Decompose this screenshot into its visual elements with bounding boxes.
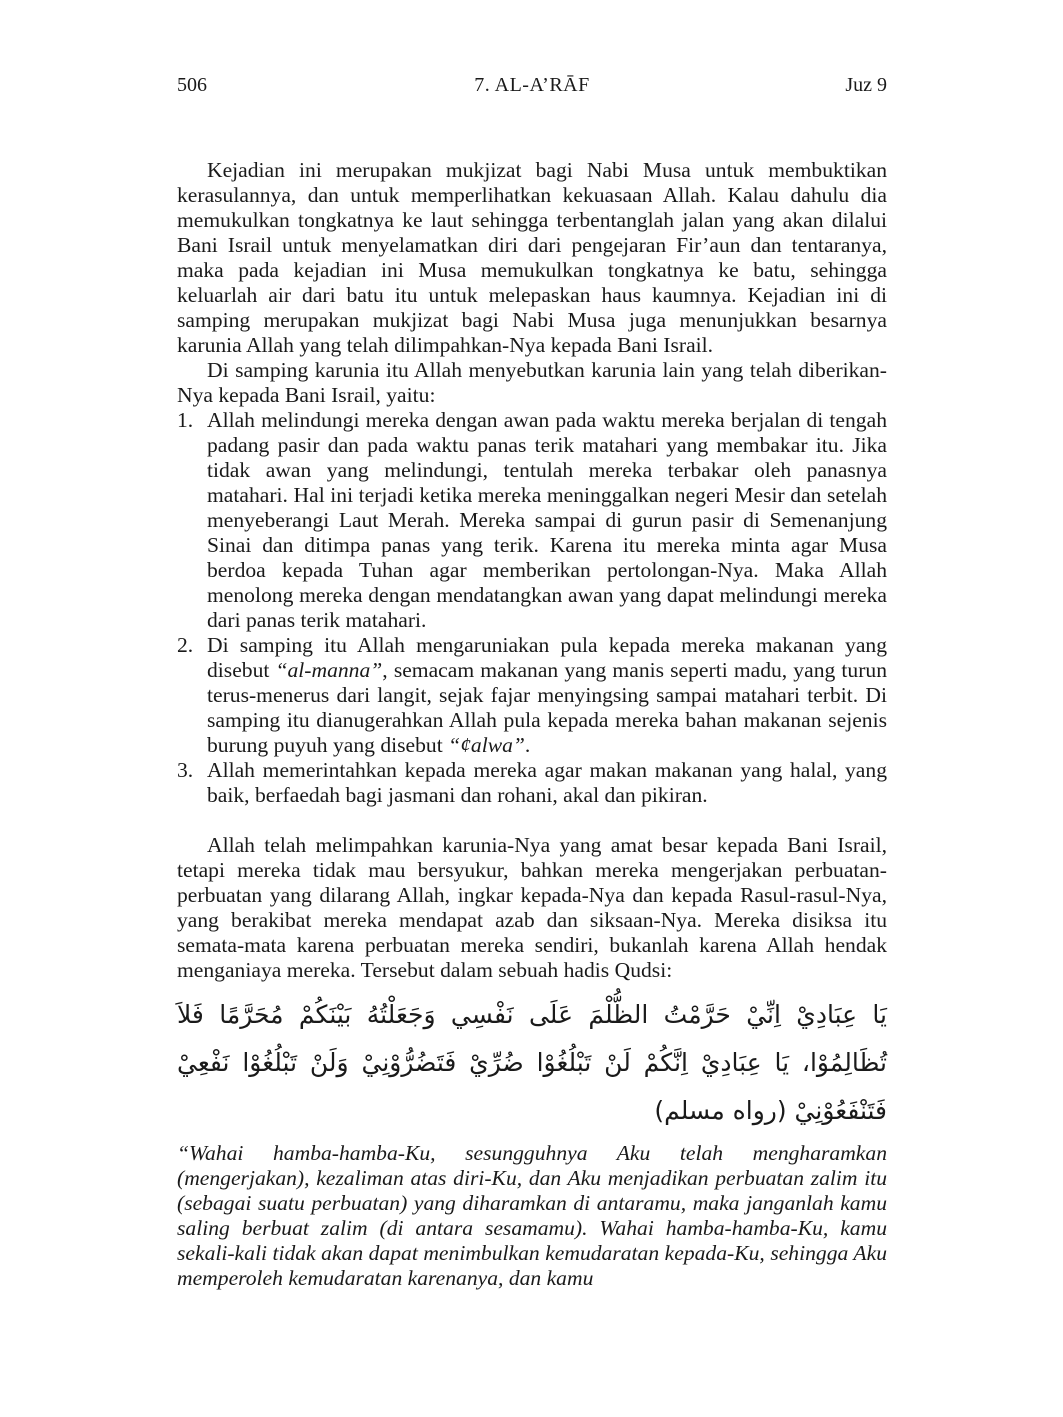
- list-item-text: Allah melindungi mereka dengan awan pada waktu mereka berjalan di tengah padang pasir dan pada waktu panas terik matahari yang membakar itu. Jika tidak awan yang melindungi, tentulah mereka terbakar oleh panasnya matahari. Hal ini terjadi ketika mereka meninggalkan negeri Mesir dan setelah menyeberangi Laut Merah. Mereka sampai di gurun pasir di Semenanjung Sinai dan ditimpa panas yang terik. Karena itu mereka minta agar Musa berdoa kepada Tuhan agar memberikan pertolongan-Nya. Maka Allah menolong mereka dengan mendatangkan awan yang dapat melindungi mereka dari panas terik matahari.: [207, 408, 887, 632]
- list-number: 3.: [177, 758, 194, 782]
- term-al-manna: “al-manna”: [275, 658, 383, 682]
- page-number: 506: [177, 74, 207, 96]
- body-text: [177, 158, 887, 1291]
- list-item-text: Allah memerintahkan kepada mereka agar makan makanan yang halal, yang baik, berfaedah bagi jasmani dan rohani, akal dan pikiran.: [207, 758, 887, 807]
- running-head: [177, 74, 887, 104]
- page: [177, 74, 887, 1291]
- paragraph-hadis-intro: Allah telah melimpahkan karunia-Nya yang amat besar kepada Bani Israil, tetapi mereka tidak mau bersyukur, bahkan mereka mengerjakan perbuatan-perbuatan yang dilarang Allah, ingkar kepada-Nya dan kepada Rasul-rasul-Nya, yang berakibat mereka mendapat azab dan siksaan-Nya. Mereka disiksa itu semata-mata karena perbuatan mereka sendiri, bukanlah karena Allah hendak menganiaya mereka. Tersebut dalam sebuah hadis Qudsi:: [177, 833, 887, 982]
- list-item: [177, 633, 887, 758]
- paragraph-karunia-lain: Di samping karunia itu Allah menyebutkan karunia lain yang telah diberikan-Nya kepada Bani Israil, yaitu:: [177, 358, 887, 407]
- list-item-text: Di samping itu Allah mengaruniakan pula kepada mereka makanan yang disebut: [207, 633, 887, 682]
- karunia-list: [177, 408, 887, 808]
- juz-label: Juz 9: [845, 74, 887, 96]
- term-salwa: “¢alwa”: [448, 733, 525, 757]
- list-item: [177, 758, 887, 808]
- paragraph-mukjizat: Kejadian ini merupakan mukjizat bagi Nabi Musa untuk membuktikan kerasulannya, dan untuk memperlihatkan kekuasaan Allah. Kalau dahulu dia memukulkan tongkatnya ke laut sehingga terbentanglah jalan yang akan dilalui Bani Israil untuk menyelamatkan diri dari pengejaran Fir’aun dan tentaranya, maka pada kejadian ini Musa memukulkan tongkatnya ke batu, sehingga keluarlah air dari batu itu untuk melepaskan haus kaumnya. Kejadian ini di samping merupakan mukjizat bagi Nabi Musa juga menunjukkan besarnya karunia Allah yang telah dilimpahkan-Nya kepada Bani Israil.: [177, 158, 887, 357]
- hadith-translation: “Wahai hamba-hamba-Ku, sesungguhnya Aku telah mengharamkan (mengerjakan), kezaliman atas diri-Ku, dan Aku menjadikan perbuatan zalim itu (sebagai suatu perbuatan) yang diharamkan di antaramu, maka janganlah kamu saling berbuat zalim (di antara sesamamu). Wahai hamba-hamba-Ku, kamu sekali-kali tidak akan dapat menimbulkan kemudaratan kepada-Ku, sehingga Aku memperoleh kemudaratan karenanya, dan kamu: [177, 1141, 887, 1290]
- chapter-title: 7. AL-A’RĀF: [474, 74, 590, 96]
- list-number: 2.: [177, 633, 194, 657]
- hadith-arabic-text: يَا عِبَادِيْ اِنِّيْ حَرَّمْتُ الظُّلْمَ عَلَى نَفْسِي وَجَعَلْتُهُ بَيْنَكُمْ مُحَرَّمًا فَلاَ تُظَالِمُوْا، يَا عِبَادِيْ اِنَّكُمْ لَنْ تَبْلُغُوْا ضُرِّيْ فَتَضُرُّوْنِيْ وَلَنْ تَبْلُغُوْا نَفْعِيْ فَتَنْفَعُوْنِيْ (رواه مسلم): [177, 1000, 887, 1125]
- list-item-text: , semacam makanan yang manis seperti madu, yang turun terus-menerus dari langit, sejak fajar menyingsing sampai matahari terbit. Di samping itu dianugerahkan Allah pula kepada mereka bahan makanan sejenis burung puyuh yang disebut: [207, 658, 887, 757]
- paragraph-gap: [177, 808, 887, 833]
- list-number: 1.: [177, 408, 194, 432]
- list-item-text: .: [524, 733, 531, 757]
- list-item: [177, 408, 887, 633]
